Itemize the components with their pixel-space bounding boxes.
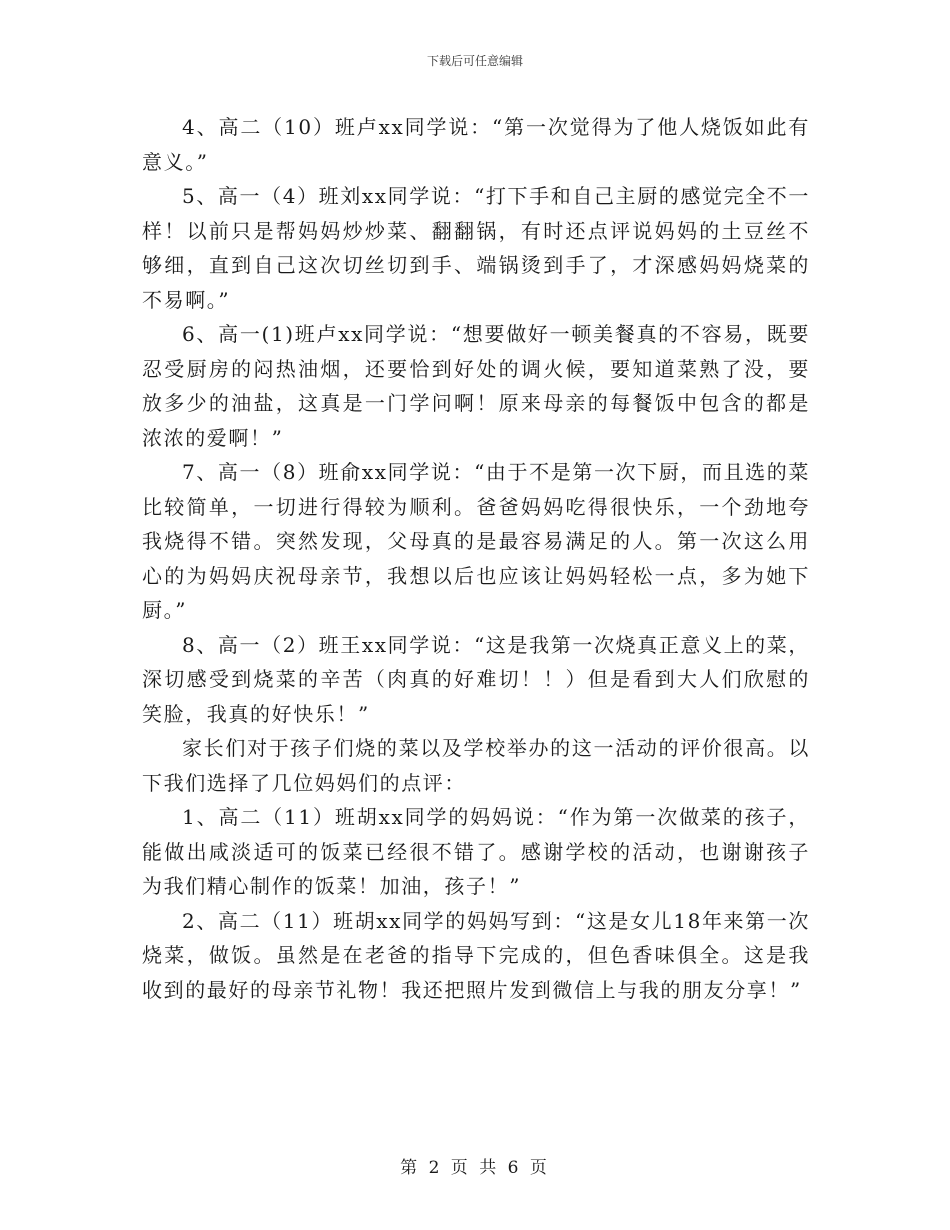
paragraph-student-quote-4: 4、高二（10）班卢xx同学说：“第一次觉得为了他人烧饭如此有意义。” (142, 115, 810, 174)
header-note: 下载后可任意编辑 (426, 54, 523, 68)
paragraph-student-quote-8: 8、高一（2）班王xx同学说：“这是我第一次烧真正意义上的菜，深切感受到烧菜的辛苦（肉真的好难切！！）但是看到大人们欣慰的笑脸，我真的好快乐！” (142, 632, 810, 726)
paragraph-parent-quote-2: 2、高二（11）班胡xx同学的妈妈写到：“这是女儿18年来第一次烧菜，做饭。虽然是在老爸的指导下完成的，但色香味俱全。这是我收到的最好的母亲节礼物！我还把照片发到微信上与我的朋友分享！” (142, 908, 810, 1002)
paragraph-student-quote-7: 7、高一（8）班俞xx同学说：“由于不是第一次下厨，而且选的菜比较简单，一切进行得较为顺利。爸爸妈妈吃得很快乐，一个劲地夸我烧得不错。突然发现，父母真的是最容易满足的人。第一次这么用心的为妈妈庆祝母亲节，我想以后也应该让妈妈轻松一点，多为她下厨。” (142, 460, 810, 622)
paragraph-student-quote-5: 5、高一（4）班刘xx同学说：“打下手和自己主厨的感觉完全不一样！以前只是帮妈妈炒炒菜、翻翻锅，有时还点评说妈妈的土豆丝不够细，直到自己这次切丝切到手、端锅烫到手了，才深感妈妈烧菜的不易啊。” (142, 184, 810, 312)
paragraph-parent-quote-1: 1、高二（11）班胡xx同学的妈妈说：“作为第一次做菜的孩子，能做出咸淡适可的饭菜已经很不错了。感谢学校的活动，也谢谢孩子为我们精心制作的饭菜！加油，孩子！” (142, 805, 810, 898)
page-number-footer: 第 2 页 共 6 页 (400, 1158, 550, 1178)
document-body (142, 110, 810, 1007)
paragraph-parents-intro: 家长们对于孩子们烧的菜以及学校举办的这一活动的评价很高。以下我们选择了几位妈妈们的点评： (142, 736, 810, 795)
paragraph-student-quote-6: 6、高一(1)班卢xx同学说：“想要做好一顿美餐真的不容易，既要忍受厨房的闷热油烟，还要恰到好处的调火候，要知道菜熟了没，要放多少的油盐，这真是一门学问啊！原来母亲的每餐饭中包含的都是浓浓的爱啊！” (142, 322, 810, 450)
